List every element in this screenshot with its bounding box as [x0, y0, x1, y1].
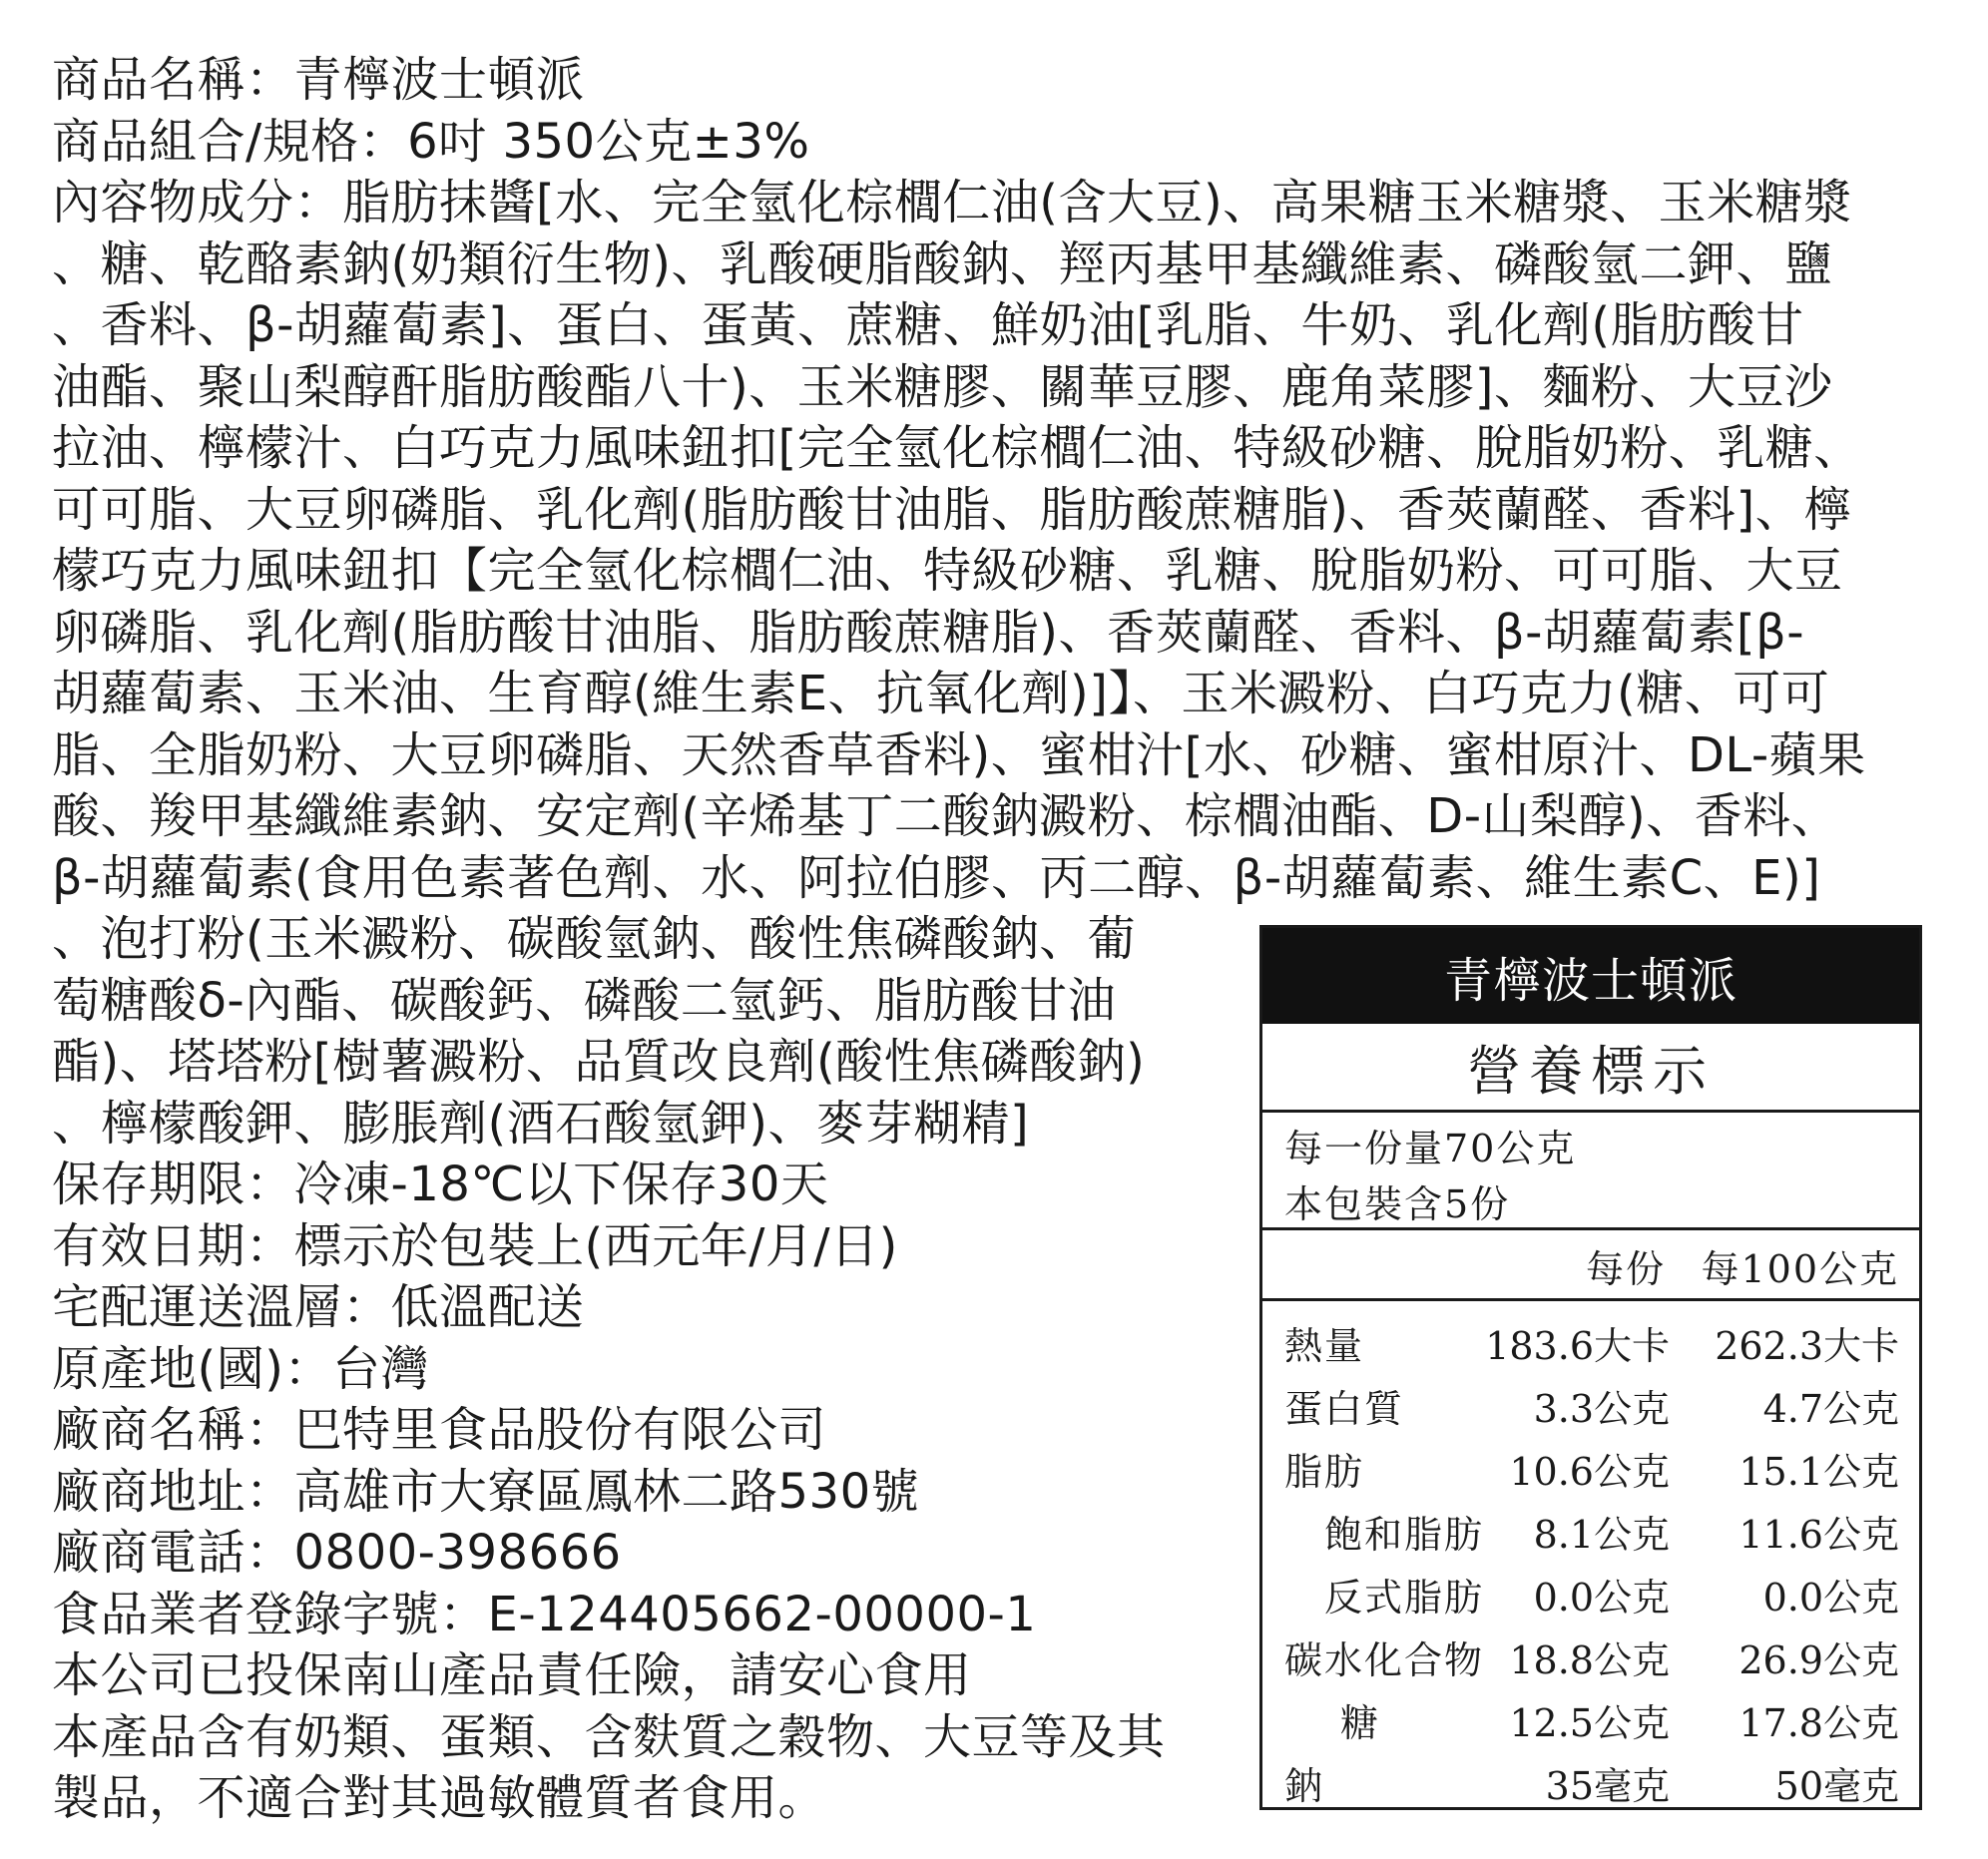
shelf-life-line: 保存期限：冷凍-18℃以下保存30天	[52, 1157, 829, 1212]
per-100g-value: 0.0公克	[1762, 1576, 1899, 1620]
per-serving-value: 3.3公克	[1533, 1387, 1670, 1431]
product-spec-line: 商品組合/規格：6吋 350公克±3%	[52, 113, 810, 170]
ingredients-line: 卵磷脂、乳化劑(脂肪酸甘油脂、脂肪酸蔗糖脂)、香莢蘭醛、香料、β-胡蘿蔔素[β-	[52, 604, 1805, 661]
ingredients-line: 、泡打粉(玉米澱粉、碳酸氫鈉、酸性焦磷酸鈉、葡	[52, 911, 1137, 967]
nutrition-title: 營養標示	[1262, 1024, 1919, 1113]
nutrient-name: 鈉	[1284, 1764, 1325, 1808]
per-100g-value: 26.9公克	[1739, 1638, 1899, 1682]
product-name-line: 商品名稱：青檸波士頓派	[52, 52, 585, 108]
nutrition-row-sodium	[1262, 1747, 1919, 1810]
ingredients-line: 檬巧克力風味鈕扣【完全氫化棕櫚仁油、特級砂糖、乳糖、脫脂奶粉、可可脂、大豆	[52, 543, 1843, 599]
expiry-line: 有效日期：標示於包裝上(西元年/月/日)	[52, 1217, 898, 1274]
registration-number-line: 食品業者登錄字號：E-124405662-00000-1	[52, 1586, 1037, 1642]
nutrition-product-name: 青檸波士頓派	[1262, 928, 1919, 1024]
ingredients-line: 油酯、聚山梨醇酐脂肪酸酯八十)、玉米糖膠、關華豆膠、鹿角菜膠]、麵粉、大豆沙	[52, 358, 1833, 415]
nutrient-name: 脂肪	[1284, 1450, 1365, 1494]
servings-per-package: 本包裝含5份	[1284, 1182, 1511, 1226]
per-serving-value: 8.1公克	[1533, 1513, 1670, 1557]
nutrient-name: 飽和脂肪	[1324, 1513, 1485, 1557]
per-100g-header: 每100公克	[1701, 1247, 1899, 1291]
per-serving-value: 12.5公克	[1509, 1701, 1670, 1745]
ingredients-line: 內容物成分：脂肪抹醬[水、完全氫化棕櫚仁油(含大豆)、高果糖玉米糖漿、玉米糖漿	[52, 175, 1852, 231]
manufacturer-address-line: 廠商地址：高雄市大寮區鳳林二路530號	[52, 1463, 920, 1520]
nutrition-rows	[1262, 1301, 1919, 1810]
nutrition-row-carbohydrate	[1262, 1622, 1919, 1684]
manufacturer-name-line: 廠商名稱：巴特里食品股份有限公司	[52, 1402, 827, 1458]
origin-line: 原產地(國)：台灣	[52, 1340, 429, 1397]
delivery-temp-line: 宅配運送溫層：低溫配送	[52, 1279, 585, 1335]
ingredients-line: 脂、全脂奶粉、大豆卵磷脂、天然香草香料)、蜜柑汁[水、砂糖、蜜柑原汁、DL-蘋果	[52, 726, 1866, 783]
per-100g-value: 50毫克	[1774, 1764, 1899, 1808]
per-serving-value: 18.8公克	[1509, 1638, 1670, 1682]
insurance-line: 本公司已投保南山產品責任險，請安心食用	[52, 1647, 972, 1703]
manufacturer-phone-line: 廠商電話：0800-398666	[52, 1525, 622, 1581]
per-100g-value: 262.3大卡	[1715, 1324, 1899, 1368]
per-serving-value: 0.0公克	[1533, 1576, 1670, 1620]
nutrition-row-fat	[1262, 1433, 1919, 1496]
ingredients-line: β-胡蘿蔔素(食用色素著色劑、水、阿拉伯膠、丙二醇、β-胡蘿蔔素、維生素C、E)]	[52, 849, 1821, 906]
ingredients-line: 、糖、乾酪素鈉(奶類衍生物)、乳酸硬脂酸鈉、羥丙基甲基纖維素、磷酸氫二鉀、鹽	[52, 235, 1833, 292]
per-serving-value: 183.6大卡	[1485, 1324, 1670, 1368]
nutrient-name: 碳水化合物	[1284, 1638, 1485, 1682]
per-serving-value: 35毫克	[1545, 1764, 1670, 1808]
nutrition-row-energy	[1262, 1307, 1919, 1370]
nutrient-name: 蛋白質	[1284, 1387, 1405, 1431]
ingredients-line: 、檸檬酸鉀、膨脹劑(酒石酸氫鉀)、麥芽糊精]	[52, 1095, 1030, 1152]
nutrition-facts-panel	[1259, 925, 1922, 1810]
ingredients-line: 胡蘿蔔素、玉米油、生育醇(維生素E、抗氧化劑)]】、玉米澱粉、白巧克力(糖、可可	[52, 666, 1830, 721]
ingredients-line: 萄糖酸δ-內酯、碳酸鈣、磷酸二氫鈣、脂肪酸甘油	[52, 972, 1117, 1029]
nutrient-name: 反式脂肪	[1324, 1576, 1485, 1620]
per-100g-value: 15.1公克	[1739, 1450, 1899, 1494]
allergen-line: 本產品含有奶類、蛋類、含麩質之穀物、大豆等及其	[52, 1708, 1166, 1765]
nutrition-row-sugar	[1262, 1684, 1919, 1747]
nutrition-row-protein	[1262, 1370, 1919, 1433]
serving-size: 每一份量70公克	[1284, 1127, 1577, 1170]
per-100g-value: 4.7公克	[1762, 1387, 1899, 1431]
nutrition-serving-info	[1262, 1113, 1919, 1230]
nutrient-name: 熱量	[1284, 1324, 1365, 1368]
per-100g-value: 17.8公克	[1739, 1701, 1899, 1745]
nutrition-column-header	[1262, 1230, 1919, 1301]
nutrition-row-saturated-fat	[1262, 1496, 1919, 1559]
nutrition-row-trans-fat	[1262, 1559, 1919, 1622]
ingredients-line: 酸、羧甲基纖維素鈉、安定劑(辛烯基丁二酸鈉澱粉、棕櫚油酯、D-山梨醇)、香料、	[52, 788, 1840, 844]
ingredients-line: 拉油、檸檬汁、白巧克力風味鈕扣[完全氫化棕櫚仁油、特級砂糖、脫脂奶粉、乳糖、	[52, 420, 1862, 476]
per-100g-value: 11.6公克	[1739, 1513, 1899, 1557]
ingredients-line: 、香料、β-胡蘿蔔素]、蛋白、蛋黃、蔗糖、鮮奶油[乳脂、牛奶、乳化劑(脂肪酸甘	[52, 297, 1804, 353]
per-serving-header: 每份	[1585, 1247, 1666, 1291]
ingredients-line: 可可脂、大豆卵磷脂、乳化劑(脂肪酸甘油脂、脂肪酸蔗糖脂)、香莢蘭醛、香料]、檸	[52, 481, 1852, 538]
nutrient-name: 糖	[1340, 1701, 1381, 1745]
ingredients-line: 酯)、塔塔粉[樹薯澱粉、品質改良劑(酸性焦磷酸鈉)	[52, 1034, 1146, 1090]
allergen-line: 製品，不適合對其過敏體質者食用。	[52, 1770, 827, 1826]
per-serving-value: 10.6公克	[1509, 1450, 1670, 1494]
